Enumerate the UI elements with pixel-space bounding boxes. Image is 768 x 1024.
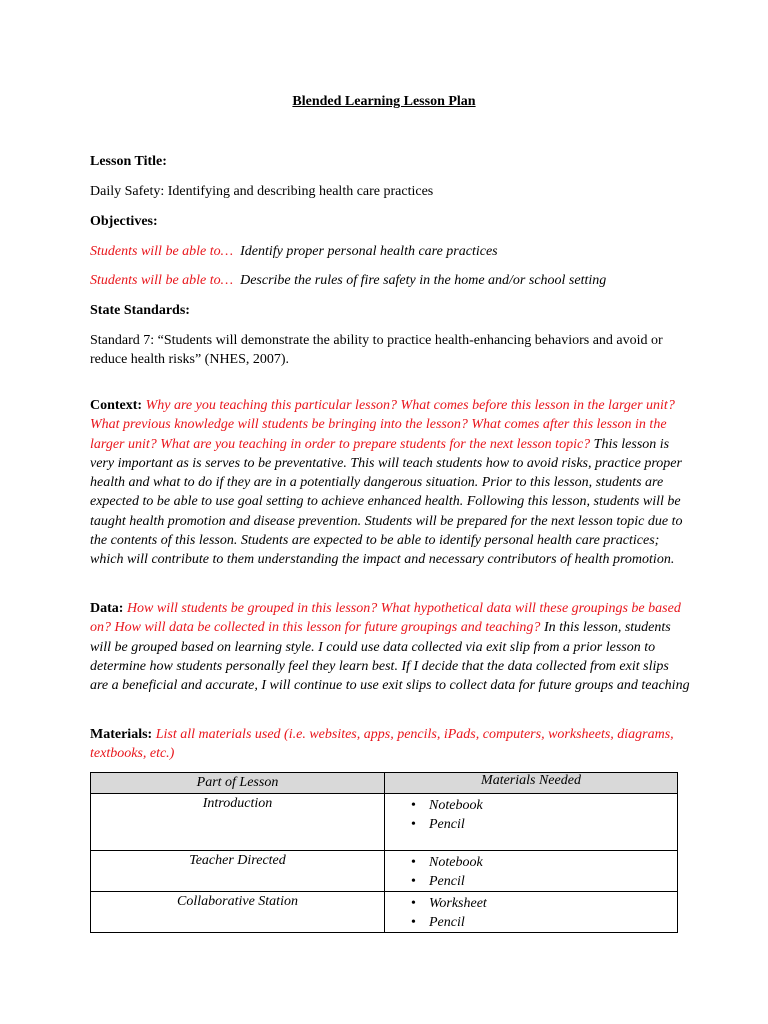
list-item: • Pencil <box>403 815 677 834</box>
table-cell-materials <box>385 892 678 933</box>
table-cell-part: Collaborative Station <box>91 892 385 933</box>
list-item: • Pencil <box>403 872 677 891</box>
objective-2-prompt: Students will be able to… <box>90 273 234 288</box>
standards-label: State Standards: <box>90 303 190 318</box>
document-title: Blended Learning Lesson Plan <box>292 94 476 109</box>
context-label: Context: <box>90 398 143 413</box>
table-row <box>91 892 678 933</box>
list-item: • Worksheet <box>403 894 677 913</box>
objective-1 <box>90 242 690 261</box>
materials-section <box>90 725 690 764</box>
data-text: In this lesson, students will be grouped based on learning style. I could use data collected via exit slip from a prior lesson to determine how students personally feel they learn best. If I decide that the data collected from exit slips are a beneficial and accurate, I will continue to use exit slips to collect data for future groups and teaching <box>90 620 690 694</box>
data-prompt: How will students be grouped in this lesson? What hypothetical data will these groupings be based on? How will data be collected in this lesson for future groupings and teaching? <box>90 601 681 636</box>
table-row <box>91 851 678 892</box>
materials-list <box>403 853 677 891</box>
table-header-materials: Materials Needed <box>385 773 678 794</box>
table-header-row <box>91 773 678 794</box>
materials-table <box>90 772 678 933</box>
list-item: • Notebook <box>403 853 677 872</box>
data-section <box>90 599 690 695</box>
table-cell-part: Teacher Directed <box>91 851 385 892</box>
objective-2 <box>90 271 690 290</box>
lesson-title-label: Lesson Title: <box>90 154 167 169</box>
context-section <box>90 396 690 570</box>
lesson-title-value: Daily Safety: Identifying and describing health care practices <box>90 184 434 199</box>
materials-label: Materials: <box>90 727 153 742</box>
table-header-part: Part of Lesson <box>91 773 385 794</box>
table-cell-part: Introduction <box>91 794 385 851</box>
materials-prompt: List all materials used (i.e. websites, apps, pencils, iPads, computers, worksheets, diagrams, textbooks, etc.) <box>90 727 674 762</box>
list-item: • Notebook <box>403 796 677 815</box>
data-label: Data: <box>90 601 124 616</box>
list-item: • Pencil <box>403 913 677 932</box>
table-row <box>91 794 678 851</box>
materials-list <box>403 796 677 834</box>
objective-1-text: Identify proper personal health care practices <box>240 244 498 259</box>
objectives-label: Objectives: <box>90 214 158 229</box>
context-text: This lesson is very important as is serves to be preventative. This will teach students how to avoid risks, practice proper health and what to do if they are in a potentially dangerous situation. Prior to this lesson, students are expected to be able to use goal setting to achieve enhanced health. Following this lesson, students will be taught health promotion and disease prevention. Students will be prepared for the next lesson topic due to the contents of this lesson. Students are expected to be able to identify personal health care practices; which will contribute to them understanding the impact and necessary contributors of health promotion. <box>90 436 683 568</box>
context-prompt: Why are you teaching this particular lesson? What comes before this lesson in the larger unit? What previous knowledge will students be bringing into the lesson? What comes after this lesson in the larger unit? What are you teaching in order to prepare students for the next lesson topic? <box>90 398 675 452</box>
materials-list <box>403 894 677 932</box>
table-cell-materials <box>385 794 678 851</box>
standards-text: Standard 7: “Students will demonstrate the ability to practice health-enhancing behaviors and avoid or reduce health risks” (NHES, 2007). <box>90 333 663 368</box>
table-cell-materials <box>385 851 678 892</box>
objective-2-text: Describe the rules of fire safety in the home and/or school setting <box>240 273 607 288</box>
objective-1-prompt: Students will be able to… <box>90 244 234 259</box>
